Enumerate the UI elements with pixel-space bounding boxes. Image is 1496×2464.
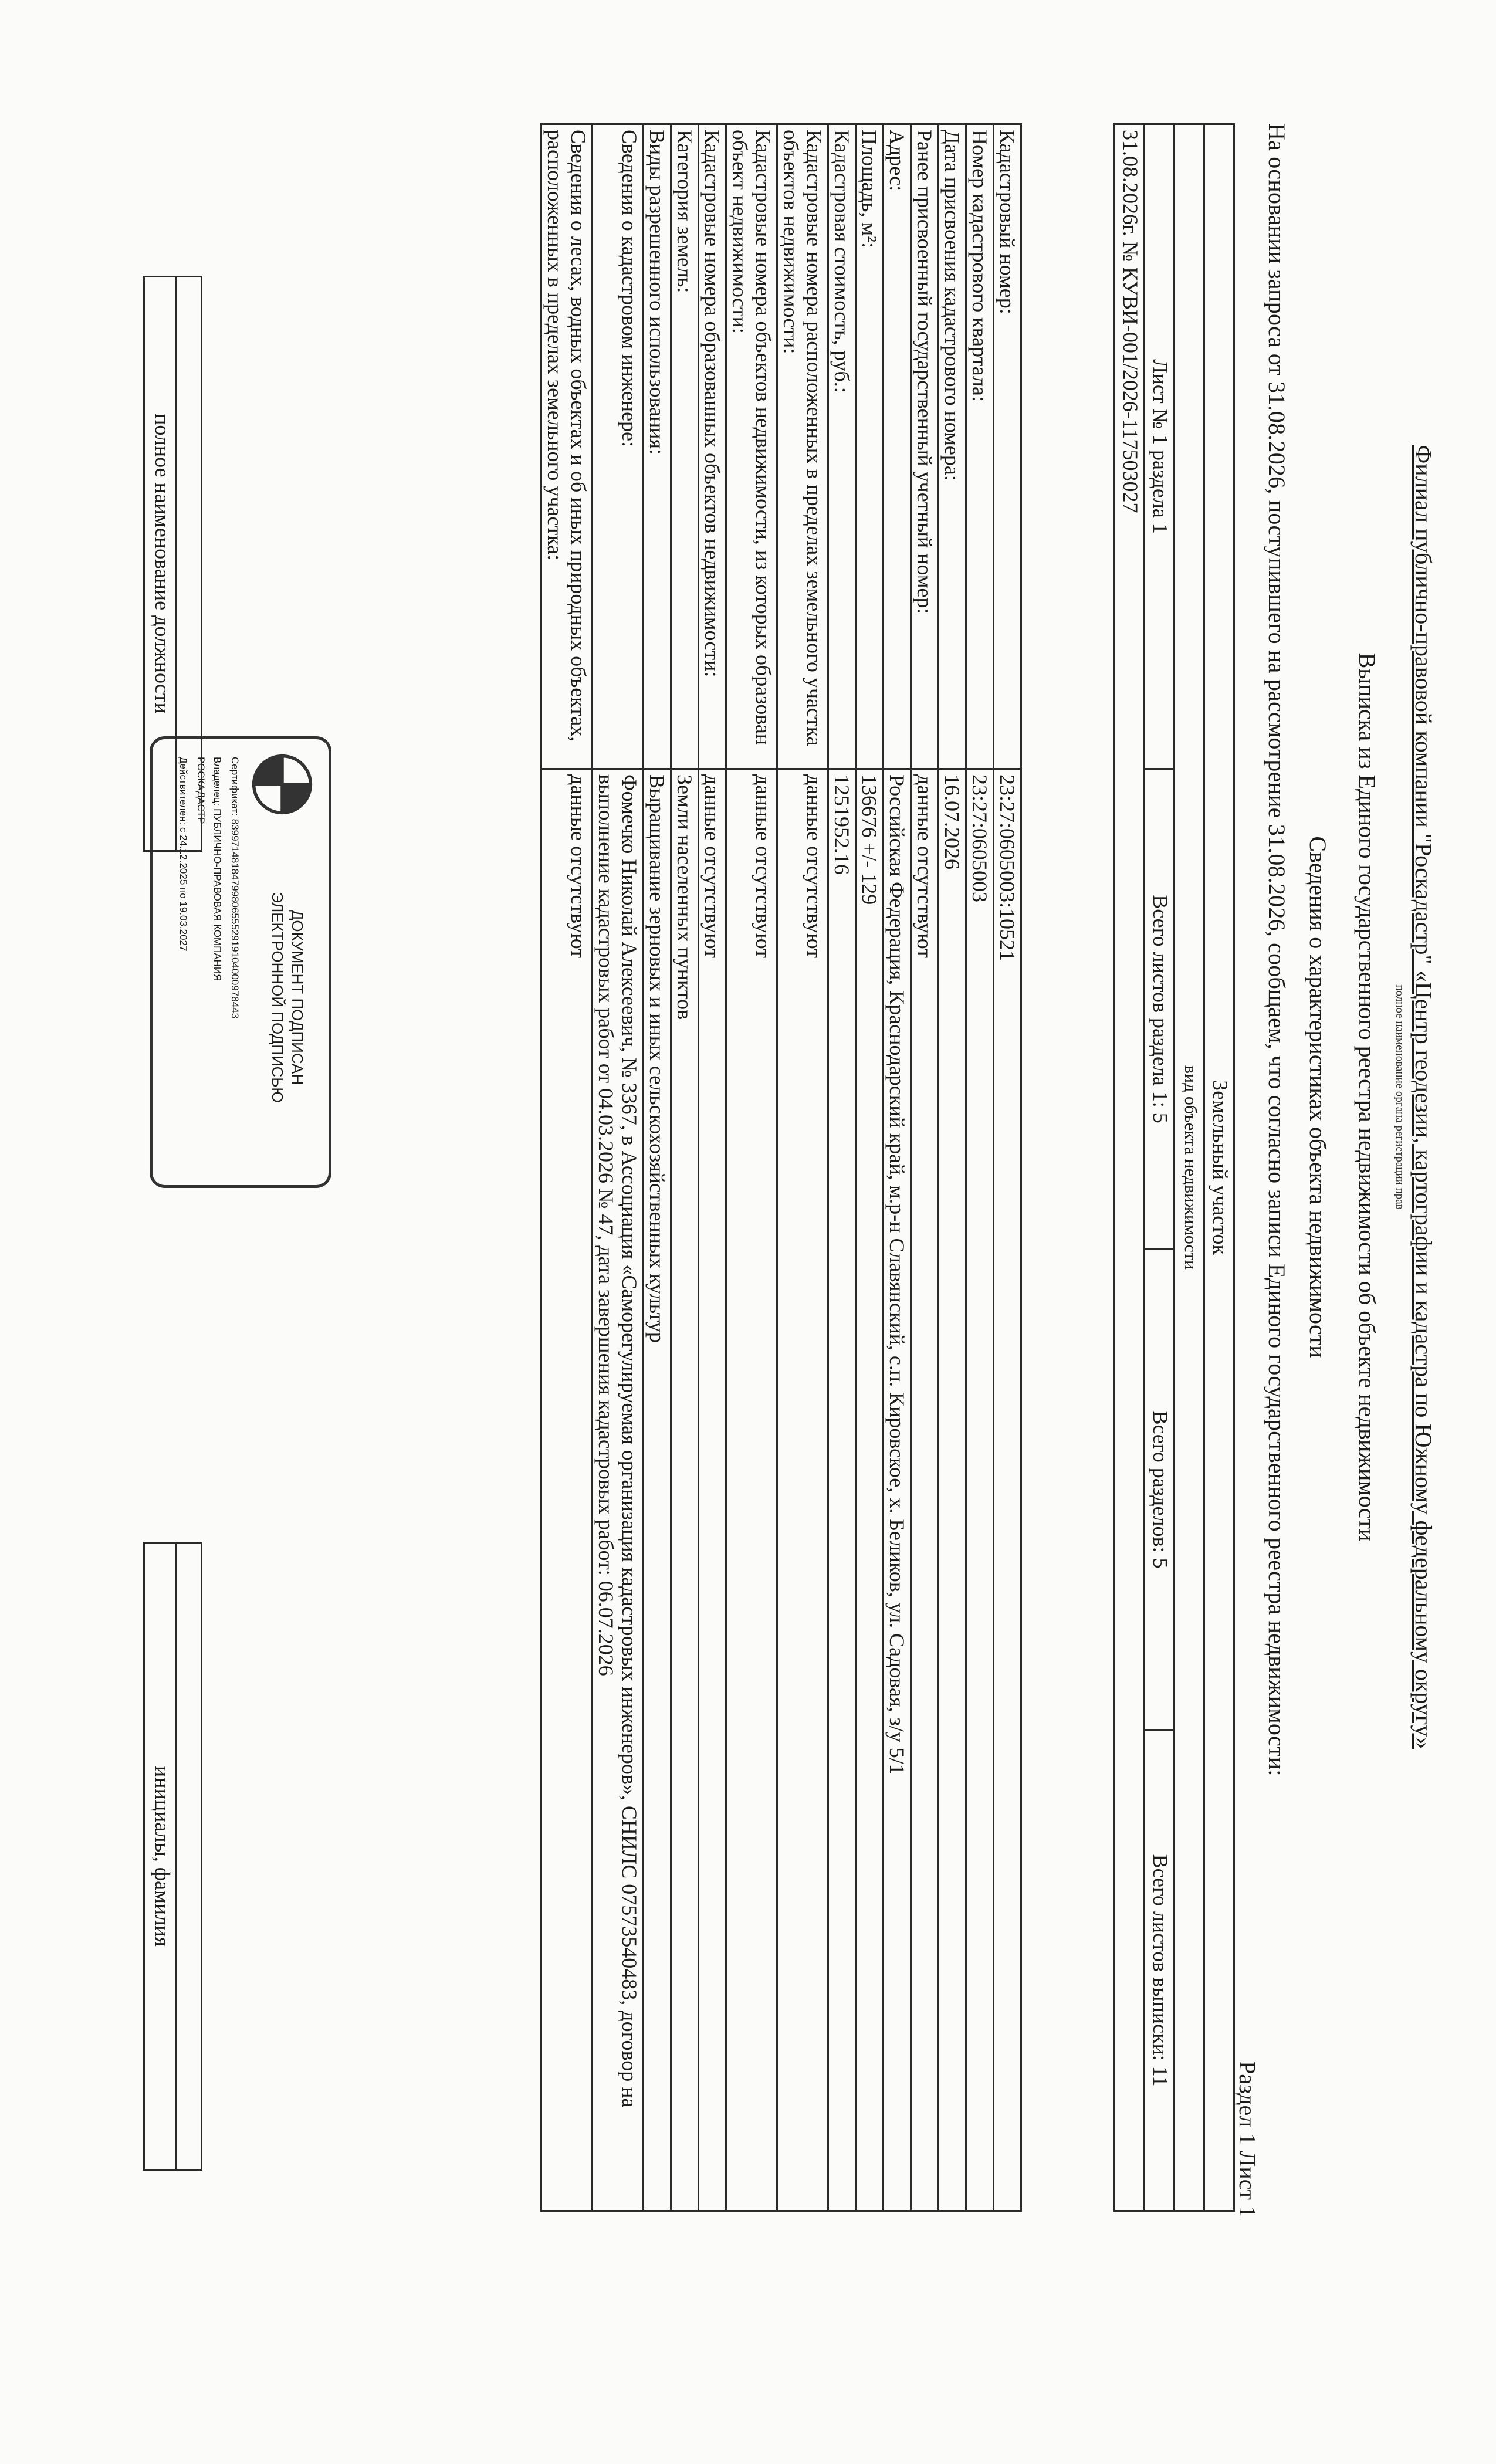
info-row: [644, 124, 671, 2211]
info-row: [939, 124, 966, 2211]
info-row-label: Площадь, м²:: [856, 124, 884, 769]
stamp-certificate: Сертификат: 839971481847998065552919104000978443: [229, 757, 241, 1019]
name-caption: инициалы, фамилия: [144, 1543, 177, 2170]
info-row: [994, 124, 1021, 2211]
roskadastr-logo-icon: [250, 752, 314, 817]
info-row-value: Российская Федерация, Краснодарский край, м.р-н Славянский, с.п. Кировское, х. Беликов, ул. Садовая, з/у 5/1: [884, 769, 911, 2211]
signature-gap: [144, 851, 177, 1543]
info-row: [541, 124, 593, 2211]
info-row-value: 16.07.2026: [939, 769, 966, 2211]
info-row-label: Адрес:: [884, 124, 911, 769]
info-row-label: Сведения о лесах, водных объектах и об иных природных объектах, расположенных в пределах земельного участка:: [541, 124, 593, 769]
info-row-label: Кадастровые номера образованных объектов недвижимости:: [699, 124, 726, 769]
name-field: [177, 1543, 202, 2170]
info-row: [911, 124, 939, 2211]
stamp-heading-esignature: ЭЛЕКТРОННОЙ ПОДПИСЬЮ: [269, 892, 286, 1103]
sheets-total: Всего листов выписки: 11: [1145, 1730, 1175, 2211]
document-subtitle: Сведения о характеристиках объекта недвижимости: [1305, 836, 1331, 1358]
section-reference: Раздел 1 Лист 1: [1234, 2061, 1261, 2218]
document-title: Выписка из Единого государственного реестра недвижимости об объекте недвижимости: [1354, 652, 1380, 1542]
info-row-label: Дата присвоения кадастрового номера:: [939, 124, 966, 769]
info-row: [699, 124, 726, 2211]
info-row-value: данные отсутствуют: [777, 769, 828, 2211]
info-row: [966, 124, 994, 2211]
info-row-value: 1251952.16: [828, 769, 856, 2211]
stamp-owner: Владелец: ПУБЛИЧНО-ПРАВОВАЯ КОМПАНИЯ: [212, 757, 223, 981]
request-basis-text: На основании запроса от 31.08.2026, поступившего на рассмотрение 31.08.2026, сообщаем, что согласно записи Единого государственного реестра недвижимости:: [1264, 123, 1290, 1776]
signature-field: [177, 851, 202, 1543]
info-row-value: 23:27:0605003:10521: [994, 769, 1021, 2211]
info-row-value: данные отсутствуют: [911, 769, 939, 2211]
info-row-label: Виды разрешенного использования:: [644, 124, 671, 769]
info-row: [884, 124, 911, 2211]
info-row-value: 136676 +/- 129: [856, 769, 884, 2211]
position-field: [177, 277, 202, 851]
info-row-label: Категория земель:: [671, 124, 699, 769]
request-number: 31.08.2026г. № КУВИ-001/2026-117503027: [1115, 124, 1145, 2211]
sheet-number: Лист № 1 раздела 1: [1145, 124, 1175, 769]
info-row-value: Земли населенных пунктов: [671, 769, 699, 2211]
info-row-value: Выращивание зерновых и иных сельскохозяйственных культур: [644, 769, 671, 2211]
info-row-value: данные отсутствуют: [541, 769, 593, 2211]
sheets-in-section: Всего листов раздела 1: 5: [1145, 769, 1175, 1250]
info-row-label: Ранее присвоенный государственный учетный номер:: [911, 124, 939, 769]
info-row-label: Кадастровые номера объектов недвижимости, из которых образован объект недвижимости:: [726, 124, 777, 769]
position-caption: полное наименование должности: [144, 277, 177, 851]
info-row-value: данные отсутствуют: [699, 769, 726, 2211]
info-row: [856, 124, 884, 2211]
object-type: Земельный участок: [1204, 124, 1234, 2211]
info-row-label: Кадастровая стоимость, руб.:: [828, 124, 856, 769]
organization-name: Филиал публично-правовой компании "Роскадастр" «Центр геодезии, картографии и кадастра по Южному федеральному округу»: [1410, 445, 1437, 1749]
info-row: [777, 124, 828, 2211]
stamp-heading-signed: ДОКУМЕНТ ПОДПИСАН: [289, 909, 306, 1085]
info-row-value: Фомечко Николай Алексеевич, № 3367, в Ассоциация «Саморегулируемая организация кадастровых инженеров», СНИЛС 07573540483, договор на выполнение кадастровых работ от 04.03.2026 № 47, дата завершения кадастровых работ: 06.07.2026: [593, 769, 644, 2211]
header-table: [1113, 123, 1235, 2212]
info-table: [540, 123, 1022, 2212]
object-type-caption: вид объекта недвижимости: [1175, 124, 1204, 2211]
stamp-owner-line2: РОСКАДАСТР: [195, 757, 207, 824]
sections-total: Всего разделов: 5: [1145, 1250, 1175, 1730]
info-row: [671, 124, 699, 2211]
info-row: [593, 124, 644, 2211]
info-row-label: Сведения о кадастровом инженере:: [593, 124, 644, 769]
info-row-label: Кадастровый номер:: [994, 124, 1021, 769]
info-row-value: данные отсутствуют: [726, 769, 777, 2211]
info-row-value: 23:27:0605003: [966, 769, 994, 2211]
info-row: [726, 124, 777, 2211]
info-row-label: Номер кадастрового квартала:: [966, 124, 994, 769]
signature-table: [143, 276, 202, 2171]
info-row-label: Кадастровые номера расположенных в пределах земельного участка объектов недвижимости:: [777, 124, 828, 769]
organization-caption: полное наименование органа регистрации прав: [1393, 984, 1406, 1210]
document-sheet: [18, 123, 1437, 2223]
info-row: [828, 124, 856, 2211]
stamp-validity: Действителен: с 24.12.2025 по 19.03.2027: [178, 757, 189, 952]
